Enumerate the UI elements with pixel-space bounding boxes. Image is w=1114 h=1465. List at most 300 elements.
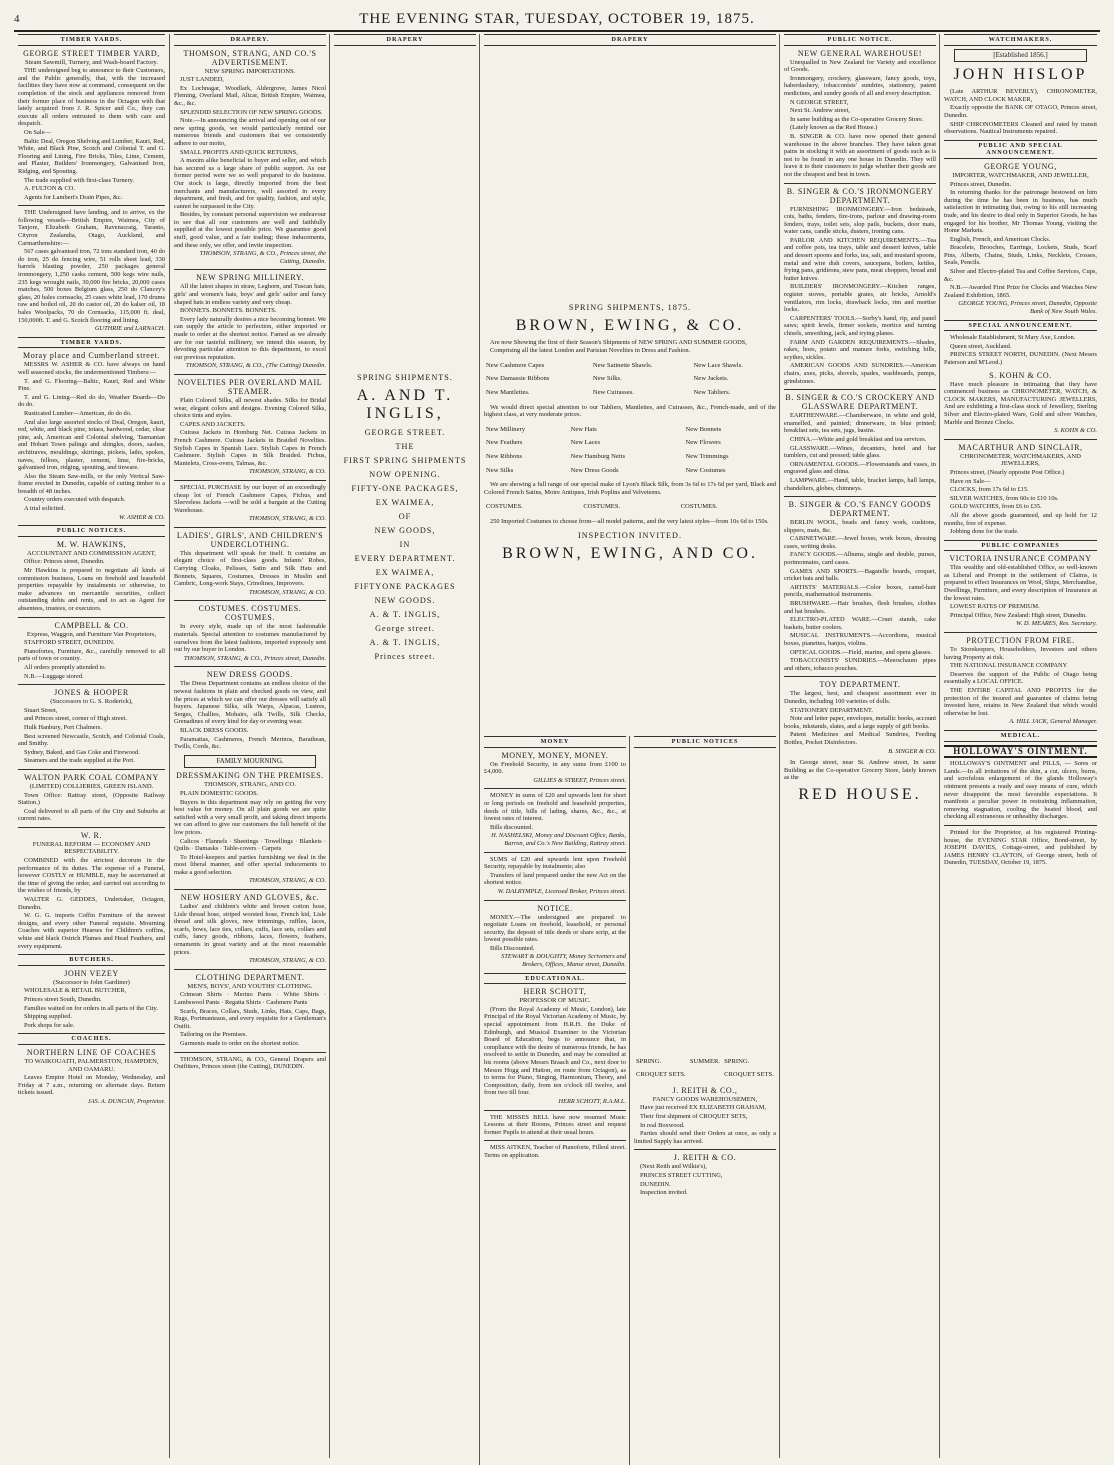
advertisement (174, 273, 326, 370)
ad-signature: THOMSON, STRANG, & CO., Princes street, Dunedin. (183, 654, 326, 662)
display-line: GEORGE STREET. (364, 427, 446, 437)
ad-paragraph: (From the Royal Academy of Music, London), late Principal of the Royal Victorian Academy of Music, by special appointment from H.R.H. the Duke of Edinburgh, and Musical Examiner to the Victorian Board of Education, begs to announce that, in compliance with the desire of numerous friends, he has resolved to settle in Dunedin, and may be consulted at his rooms (above Messrs Braach and Co., next door to Messrs Hogg and Hutton, en route from Octagon), as to terms for Piano, Singing, Harmonium, Theory, and Composition, daily, from ten o'clock till twelve, and from two till four. (484, 1005, 626, 1097)
advertisement (944, 162, 1097, 316)
ad-paragraph: N GEORGE STREET, (790, 98, 849, 106)
page-number: 4 (14, 13, 20, 25)
section-heading: TIMBER YARDS. (18, 337, 165, 349)
column-5 (479, 736, 630, 1465)
ad-paragraph: Hulk Hanbury, Port Chalmers. (24, 723, 102, 731)
display-line: NEW GOODS, (374, 525, 436, 535)
section-heading: PUBLIC COMPANIES (944, 540, 1097, 552)
boxed-notice: [Established 1856.] (954, 49, 1087, 63)
advertisement (944, 760, 1097, 821)
ad-table (484, 359, 776, 400)
table-cell: SPRING. (636, 1057, 662, 1065)
ad-paragraph: Princes street, Dunedin. (950, 180, 1012, 188)
ad-paragraph: Town Office: Rattray street, (Opposite Railway Station.) (18, 791, 165, 807)
ad-subtitle: PROFESSOR OF MUSIC. (519, 997, 591, 1005)
ad-paragraph: Agents for Lambert's Drain Pipes, &c. (24, 193, 123, 201)
ad-title: M. W. HAWKINS, (56, 539, 127, 549)
column-rule (784, 496, 936, 497)
ad-paragraph: Best screened Newcastle, Scotch, and Colonial Coals, and Smithy. (18, 732, 165, 748)
table-cell: New Cashmere Capes (486, 361, 545, 369)
ad-subtitle: (LIMITED) COLLIERIES, GREEN ISLAND. (29, 782, 154, 790)
column-rule (944, 825, 1097, 826)
medical-heading: HOLLOWAY'S OINTMENT. (944, 745, 1097, 759)
advertisement (484, 481, 776, 496)
advertisement (174, 531, 326, 597)
ad-table (484, 423, 776, 477)
advertisement (944, 636, 1097, 726)
ad-paragraph: English, French, and American Clocks. (950, 235, 1051, 243)
column-7 (779, 34, 940, 1458)
advertisement (634, 1055, 776, 1082)
ad-title: MACARTHUR AND SINCLAIR, (958, 442, 1083, 452)
ad-paragraph: 567 cases galvanised iron, 72 tons standard iron, 40 do do iron, 25 do fencing wire, 51 rolls sheet lead, 330 barrels blasting powder, 250 packages general ironmongery, 1,250 casks cement, 500 kegs wire nails, 235 kegs wrought nails, 30,000 fire bricks, 20,000 cases matches, 500 boxes Belgium glass, 250 do Clancey's glass, 20 bales cornsacks, 25 cases white lead, 170 drums raw and boiled oil, 20 do castor oil, 20 do kalser oil, 18 bales Woolpacks, 70 do Cornsacks, 115,000 ft. deal, 150,000ft. T. and G. Scotch flooring and lining. (18, 248, 165, 324)
ad-paragraph: We would direct special attention to our Tabliers, Mantlettes, and Cuirasses, &c., French-made, and of the highest class, at very moderate prices. (484, 403, 776, 419)
ad-paragraph: Baltic Deal, Oregon Shelving and Lumber, Kauri, Red, White, and Black Pine, Scotch and Colonial T. and G. Flooring and Lining, Fire Bricks, Tiles, Lime, Cement, and Plaster, Builders' Ironmongery, Galvanised Iron, Ridging, and Spouting. (18, 137, 165, 175)
ad-paragraph: HOLLOWAY'S OINTMENT and PILLS, — Sores or Lands.—In all irritations of the skin, a cut, ulcers, burns, and scrofulous enlargement of the glands Holloway's ointment presents a ready and easy means of cure, which never disappoint the most favorable expectations. It manifests a peculiar power in restraining inflammation, removing stagnation, cooling the heated blood, and checking all extraneous or unhealthy discharges. (944, 760, 1097, 821)
advertisement (484, 1144, 626, 1159)
column-rule (784, 183, 936, 184)
ad-paragraph: SMALL PROFITS AND QUICK RETURNS, (180, 148, 298, 156)
ad-title: NOVELTIES PER OVERLAND MAIL STEAMER. (177, 377, 323, 396)
ad-paragraph: Rusticated Lumber—American, do do do. (24, 409, 132, 417)
section-heading: PUBLIC AND SPECIAL ANNOUNCEMENT. (944, 140, 1097, 159)
ad-title: NOTICE. (537, 903, 573, 913)
table-cell: New Flowers (685, 439, 721, 447)
ad-title: NEW DRESS GOODS. (206, 670, 294, 680)
column-rule (18, 205, 165, 206)
table-cell: New Hats (570, 425, 597, 433)
advertisement (174, 670, 326, 750)
advertisement (484, 423, 776, 477)
advertisement (784, 49, 936, 179)
ad-subtitle: MEN'S, BOYS', AND YOUTHS' CLOTHING. (187, 982, 313, 990)
ad-paragraph: WHOLESALE & RETAIL BUTCHER, (24, 987, 127, 995)
ad-paragraph: DUNEDIN. (640, 1180, 671, 1188)
ad-title: W. R. (80, 830, 103, 840)
ad-paragraph: In same building as the Co-operative Grocery Store. (790, 115, 924, 123)
ad-paragraph: THE NATIONAL INSURANCE COMPANY (950, 662, 1068, 670)
ad-subtitle: Steam Sawmill, Turnery, and Wash-board Factory. (25, 58, 158, 66)
column-rule (18, 617, 165, 618)
advertisement (174, 378, 326, 476)
ad-paragraph: Wholesale Establishment, St Mary Axe, London. (950, 334, 1076, 342)
ad-paragraph: Mr Hawkins is prepared to negotiate all kinds of commission business, Loans on freehold and leasehold properties repayable by instalments or otherwise, to make advances on mercantile securities, collect outstanding debts and rents, and to act as Agent for absentees, trustees, or executors. (18, 567, 165, 612)
table-cell: CROQUET SETS. (724, 1071, 774, 1079)
ad-paragraph: A. FULTON & CO. (24, 185, 75, 193)
ad-title: LADIES', GIRLS', AND CHILDREN'S UNDERCLOTHING. (176, 530, 324, 549)
ad-paragraph: GLASSWARE.—Wines, decanters, hotel and bar tumblers, cut and pressed; table glass. (784, 444, 936, 460)
ad-signature: GILLIES & STREET, Princes street. (533, 776, 626, 784)
advertisement (174, 893, 326, 965)
advertisement (634, 1153, 776, 1196)
ad-paragraph: T. and G. Flooring—Baltic, Kauri, Red and White Pine. (18, 377, 165, 393)
ad-title: NEW HOSIERY AND GLOVES, &c. (180, 893, 320, 903)
spacer (634, 751, 776, 1051)
advertisement (18, 540, 165, 613)
advertisement (484, 904, 626, 969)
ad-paragraph: Have much pleasure in intimating that they have commenced business as CHRONOMETER, WATCH, & CLOCK MAKERS, MANUFACTURING JEWELLERS, And are exhibiting a first-class stock of Jewellery, Sterling Silver and Electro-plated Ware, Gold and silver Watches, Marble and Bronze Clocks. (944, 380, 1097, 426)
ad-signature: THOMSON, STRANG, & CO. (248, 877, 326, 885)
ad-paragraph: LOWEST RATES OF PREMIUM. (950, 603, 1040, 611)
column-rule (18, 769, 165, 770)
ad-subtitle: NEW SPRING IMPORTATIONS. (204, 67, 296, 75)
ad-paragraph: Coal delivered to all parts of the City and Suburbs at current rates. (18, 807, 165, 823)
table-cell: New Silks. (592, 375, 622, 383)
ad-signature: GUTHRIE and LARNACH. (94, 325, 165, 333)
advertisement (18, 621, 165, 681)
column-8 (939, 34, 1101, 1458)
table-row (634, 1068, 776, 1082)
ad-paragraph: Comprising all the latest London and Parisian Novelties in Dress and Fashion. (490, 347, 691, 355)
column-3 (329, 34, 480, 1458)
table-row (484, 423, 776, 437)
ad-paragraph: Families waited on for orders in all parts of the City. (24, 1004, 158, 1012)
ad-paragraph: LAMPWARE.—Hand, table, bracket lamps, hall lamps, chandeliers, globes, chimneys. (784, 476, 936, 492)
advertisement (784, 500, 936, 672)
ad-paragraph: ORNAMENTAL GOODS.—Flowerstands and vases, in engraved glass and china. (784, 460, 936, 476)
ad-paragraph: CLOCKS, from 17s 6d to £15. (950, 486, 1029, 494)
display-line: EX WAIMEA, (375, 497, 435, 507)
section-heading: BUTCHERS. (18, 954, 165, 966)
ad-paragraph: Ironmongery, crockery, glassware, fancy goods, toys, haberdashery, tobacconists' sundries, stationery, patent medicines, and sundry goods of all and every description. (784, 74, 936, 97)
ad-paragraph: Shipping supplied. (24, 1013, 72, 1021)
ad-title: THOMSON, STRANG, AND CO.'S ADVERTISEMENT. (183, 48, 317, 67)
display-line: A. & T. INGLIS, (369, 609, 441, 619)
column-rule (484, 1110, 626, 1111)
masthead (14, 8, 1100, 32)
ad-paragraph: Next St. Andrew street, (790, 107, 850, 115)
table-row (484, 436, 776, 450)
ad-signature: GEORGE YOUNG, Princes street, Dunedin, Opposite Bank of New South Wales. (958, 300, 1097, 316)
ad-paragraph: To Storekeepers, Householders, Investors and others having Property at risk. (944, 646, 1097, 661)
ad-title: DRESSMAKING ON THE PREMISES. (176, 771, 324, 781)
section-heading: COACHES. (18, 1033, 165, 1045)
column-rule (18, 684, 165, 685)
ad-paragraph: BONNETS. BONNETS. BONNETS. (180, 307, 277, 315)
ad-signature: THOMSON, STRANG, & CO. (248, 588, 326, 596)
ad-title: J. REITH & CO. (673, 1153, 737, 1163)
ad-paragraph: We are showing a full range of our special make of Lyon's Black Silk, from 3s 6d to 17s 6d per yard, Black and Colored French Satins, Moire Antiques, Irish Poplins and Velveteens. (484, 481, 776, 496)
table-row (634, 1055, 776, 1069)
advertisement (944, 829, 1097, 867)
ad-paragraph: This wealthy and old-established Office, so well-known as Liberal and Prompt in the settlement of Claims, is prepared to effect Insurances on Wool, Ships, Merchandise, Dwellings, Furniture, and every description of Insurance at the lowest rates. (944, 564, 1097, 602)
ad-paragraph: And also large assorted stocks of Deal, Oregon, kauri, red, white, and black pine, totara, hardwood, cedar, clear pine, ash, American and Colonial shelving, Tasmanian and Hobart Town palings and shingles, doors, sashes, architraves, mouldings, skirtings, pickets, laths, spokes, naves, felloes, plaster, cement, lime, fire-bricks, galvanised iron, ridging, spouting, and tinware. (18, 418, 165, 472)
ad-paragraph: To Hotel-keepers and parties furnishing we deal in the most liberal manner, and offer special inducements to make a good selection. (174, 853, 326, 876)
ad-title: J. REITH & CO., (672, 1085, 738, 1095)
ad-table (484, 500, 776, 514)
column-rule (174, 889, 326, 890)
column-rule (784, 676, 936, 677)
ad-paragraph: SHIP CHRONOMETERS Cleaned and rated by transit observations. Nautical Instruments repaired. (944, 120, 1097, 136)
ad-title: GEORGE YOUNG, (984, 161, 1057, 171)
ad-signature: THOMSON, STRANG, & CO., Princes street, the Cutting, Dunedin. (199, 250, 326, 265)
ad-paragraph: SPLENDID SELECTION OF NEW SPRING GOODS. (180, 108, 323, 116)
ad-paragraph: FURNISHING IRONMONGERY.—Iron bedsteads, cots, baths, fenders, fire-irons, parlour and drawing-room fenders, trays, toilet sets, slop pails, buckets, door mats, water cans, candle sticks, dusters, ironing cans. (784, 205, 936, 236)
advertisement (484, 404, 776, 419)
ad-subtitle: FUNERAL REFORM — ECONOMY AND RESPECTABILITY. (32, 840, 151, 856)
ad-paragraph: On Freehold Security, in any sums from £100 to £4,000. (484, 760, 626, 776)
column-rule (484, 852, 626, 853)
ad-paragraph: Exactly opposite the BANK OF OTAGO, Princes street, Dunedin. (944, 104, 1097, 119)
ad-paragraph: Cuirass Jackets in Homburg Net. Cuirass Jackets in French Cashmere. Cuirass Jackets in Braided Novelties. Stylish Capes in Spanish Lace. Stylish Capes in French Cashmere. Stylish Capes in Silk Braided. Fichus, Mantelets, Cross-overs, Talmas, &c. (174, 429, 326, 467)
ad-subtitle: (Successor to John Gardiner) (53, 978, 130, 986)
ad-paragraph: Have on Sale— (950, 477, 991, 485)
ad-paragraph: TOBACCONISTS' SUNDRIES.—Meerschaum pipes and others, tobacco pouches. (784, 657, 936, 672)
section-heading: DRAPERY. (174, 34, 326, 46)
boxed-notice: FAMILY MOURNING. (184, 755, 316, 769)
column-rule (174, 600, 326, 601)
ad-paragraph: AMERICAN GOODS AND SUNDRIES.—American chairs, axes, picks, shovels, spades, washboards, pumps, grindstones. (784, 362, 936, 385)
ad-paragraph: B. SINGER & CO. have now opened their general warehouse in the above branches. They have taken great pains in stocking it with an assortment of goods such as is not to be found in any one house in Dunedin. They will leave it to their customers to judge whether their goods are not the cheapest and best in town. (784, 132, 936, 178)
column-rule (18, 827, 165, 828)
column-1 (14, 34, 169, 1458)
ad-title: S. KOHN & CO. (989, 370, 1052, 380)
ad-paragraph: PRINCES STREET CUTTING, (640, 1171, 723, 1179)
ad-paragraph: Are now Showing the first of their Season's Shipments of NEW SPRING AND SUMMER GOODS, (490, 338, 747, 346)
ad-subtitle: FANCY GOODS WAREHOUSEMEN, (652, 1095, 758, 1103)
table-cell: New Feathers (486, 439, 523, 447)
ad-paragraph: Stuart Street, (24, 706, 58, 714)
ad-paragraph: Crimean Shirts · Merino Pants · White Shirts · Lambswool Pants · Regatta Shirts · Cashmere Pants (174, 991, 326, 1006)
ad-paragraph: COMBINED with the strictest decorum in the performance of its duties. The expense of a Funeral, however COSTLY or HUMBLE, may be ascertained at the time of giving the order, and carried out according to the wishes of friends, by (18, 857, 165, 895)
table-cell: New Laces (570, 439, 601, 447)
table-cell: New Silks (486, 466, 514, 474)
ad-signature: JAS. A. DUNCAN, Proprietor. (87, 1097, 165, 1105)
column-rule (174, 269, 326, 270)
ad-paragraph: CABINETWARE.—Jewel boxes, work boxes, dressing cases, writing desks. (784, 535, 936, 550)
ad-paragraph: Tailoring on the Premises. (180, 1031, 247, 1039)
advertisement (484, 500, 776, 514)
spacer (334, 49, 476, 369)
advertisement (174, 484, 326, 523)
ad-paragraph: Ladies' and children's white and brown cotton hose, Lisle thread hose, striped worsted hose, French kid, Lisle thread and silk gloves, new trimmings, ruffles, laces, scarfs, bows, lace ties, collars, cuffs, lace sets, collars and cuffs, fancy goods, ribbons, laces, flowers, feathers, ornaments in great variety and at the most reasonable prices. (174, 903, 326, 956)
display-line: FIRST SPRING SHIPMENTS (343, 455, 467, 465)
advertisement (484, 856, 626, 896)
ad-paragraph: Have just received EX ELIZABETH GRAHAM, (640, 1104, 767, 1112)
ad-paragraph: Inspection invited. (640, 1189, 688, 1197)
ad-paragraph: JUST LANDED, (180, 76, 224, 84)
ad-paragraph: Note and letter paper, envelopes, metallic books, account books, inkstands, slates, and a large supply of gift books. (784, 715, 936, 730)
table-cell: COSTUMES. (486, 503, 523, 511)
column-rule (634, 1149, 776, 1150)
advertisement (484, 359, 776, 400)
table-cell: New Bonnets (685, 425, 722, 433)
ad-paragraph: BUILDERS' IRONMONGERY.—Kitchen ranges, register stoves, portable grates, air bricks, Arnold's ventilators, rim locks, drawback locks, rim and mortise locks. (784, 283, 936, 314)
ad-signature: THOMSON, STRANG, & CO. (248, 468, 326, 476)
ad-title: HERR SCHOTT, (523, 987, 587, 997)
display-line: SPRING SHIPMENTS. (357, 372, 453, 382)
column-rule (174, 1052, 326, 1053)
table-row (484, 450, 776, 464)
table-cell: CROQUET SETS. (636, 1071, 686, 1079)
advertisement (18, 773, 165, 823)
ad-paragraph: STATIONERY DEPARTMENT. (790, 706, 874, 714)
section-heading: PUBLIC NOTICES. (18, 525, 165, 537)
ad-paragraph: OPTICAL GOODS.—Field, marine, and opera glasses. (790, 648, 932, 656)
ad-paragraph: Garments made to order on the shortest notice. (180, 1039, 300, 1047)
display-line: NOW OPENING. (369, 469, 441, 479)
ad-paragraph: GOLD WATCHES, from £6 to £35. (950, 503, 1042, 511)
table-cell: New Lace Shawls. (693, 361, 743, 369)
ad-paragraph: Ex Lochnagar, Woodlark, Aldergrove, James Nicol Fleming, Overland Mail, Altcar, British Empire, Waimea, &c., &c. (174, 84, 326, 107)
ad-paragraph: Scarfs, Braces, Collars, Studs, Links, Hats, Caps, Bags, Rugs, Portmanteaus, and every requisite for a Gentleman's Outfit. (174, 1007, 326, 1030)
ad-paragraph: Every lady naturally desires a nice becoming bonnet. We can supply the article to perfection, either imported or made to order at the shortest notice. Famed as we already are for our tasteful millinery, we intend this season, by devoting particular attention to this department, to excel our previous reputation. (174, 315, 326, 361)
ad-signature: W. ASHER & CO. (119, 513, 165, 521)
table-cell: SUMMER. (689, 1057, 721, 1065)
display-name: RED HOUSE. (798, 785, 922, 803)
ad-paragraph: MONEY.—The undersigned are prepared to negotiate Loans on freehold, leasehold, or personal security, the deposit of title deeds or share scrip, at the lowest possible rates. (484, 913, 626, 944)
display-line: A. & T. INGLIS, (369, 637, 441, 647)
ad-paragraph: THE Undersigned have landing, and to arrive, ex the following vessels—British Empire, Waimea, City of Tanjore, Elizabeth Graham, Ravenscraig, Taranto, Cityron Zealandia, Otago, Auckland, and Carmarthenshire:— (18, 209, 165, 247)
ad-paragraph: Leaves Empire Hotel on Monday, Wednesday, and Friday at 7 a.m., returning on alternate days. Return tickets issued. (18, 1074, 165, 1097)
column-rule (484, 788, 626, 789)
section-heading: MEDICAL. (944, 730, 1097, 742)
table-row (484, 464, 776, 478)
column-rule (944, 632, 1097, 633)
ad-paragraph: Steamers and the trade supplied at the Port. (24, 757, 135, 765)
ad-paragraph: Paramattas, Cashmeres, French Merinos, Barathean, Twills, Cords, &c. (174, 735, 326, 751)
ad-paragraph: Country orders executed with despatch. (24, 496, 126, 504)
display-name: JOHN HISLOP (953, 66, 1088, 84)
ad-paragraph: (Late ARTHUR BEVERLY), CHRONOMETER, WATCH, AND CLOCK MAKER, (944, 88, 1097, 103)
advertisement (174, 973, 326, 1048)
ad-paragraph: On Sale— (24, 128, 51, 136)
advertisement (634, 1086, 776, 1146)
ad-paragraph: PRINCES STREET NORTH, DUNEDIN. (Next Messrs Paterson and M'Leod.) (944, 351, 1097, 366)
ad-title: WALTON PARK COAL COMPANY (24, 772, 159, 782)
ad-signature: THOMSON, STRANG, & CO., (The Cutting) Dunedin. (185, 362, 326, 370)
column-rule (174, 969, 326, 970)
ad-paragraph: All orders promptly attended to. (24, 663, 107, 671)
ad-title: MONEY, MONEY, MONEY. (501, 750, 609, 760)
ad-paragraph: THE MISSES BELL have now resumed Music Lessons at their Rooms, Princes street and request former Pupils to attend at their usual hours. (484, 1113, 626, 1136)
section-heading: EDUCATIONAL. (484, 973, 626, 985)
ad-subtitle: TO WAIKOUAITI, PALMERSTON, HAMPDEN, AND OAMARU. (24, 1057, 159, 1073)
table-row (484, 386, 776, 400)
ad-subtitle: CHRONOMETER, WATCHMAKERS, AND JEWELLERS, (960, 452, 1081, 468)
advertisement (484, 518, 776, 526)
table-cell: New Costumes (685, 466, 726, 474)
advertisement (174, 1056, 326, 1071)
ad-paragraph: BRUSHWARE.—Hair brushes, flesh brushes, clothes and hat brushes. (784, 600, 936, 615)
column-rule (484, 1140, 626, 1141)
table-cell: COSTUMES. (680, 503, 718, 511)
ad-paragraph: ARTISTS' MATERIALS.—Color boxes, camel-hair pencils, mathematical instruments. (784, 583, 936, 599)
ad-subtitle: Express, Waggon, and Furniture Van Proprietors, (26, 630, 157, 638)
ad-paragraph: CARPENTERS' TOOLS.—Sorby's hand, rip, and panel saws; spirit levels, firmer sockets, mortice and turning chisels, smoothing, jack, and trying planes. (784, 314, 936, 337)
spacer (484, 49, 776, 299)
table-cell: New Damassie Ribbons (486, 375, 550, 383)
advertisement (484, 987, 626, 1105)
ad-paragraph: In George street, near St. Andrew street, In same Building as the Co-operative Grocery Store, lately known as the (784, 759, 936, 782)
ad-paragraph: Princes street South, Dunedin. (24, 995, 102, 1003)
advertisement (174, 604, 326, 662)
ad-title: NEW SPRING MILLINERY. (196, 273, 304, 283)
ad-paragraph: STAFFORD STREET, DUNEDIN. (24, 639, 115, 647)
column-rule (784, 389, 936, 390)
ad-paragraph: (Next Reith and Wilkie's), (640, 1163, 707, 1171)
ad-title: B. SINGER & CO.'S IRONMONGERY DEPARTMENT. (786, 186, 934, 205)
advertisement (18, 209, 165, 333)
ad-title: COSTUMES. COSTUMES. COSTUMES. (198, 604, 302, 623)
ad-paragraph: CAPES AND JACKETS. (180, 420, 246, 428)
advertisement (784, 187, 936, 386)
section-heading: PUBLIC NOTICE. (784, 34, 936, 46)
ad-paragraph: T. and G. Lining—Red do do, Weather Boards—Do do do. (18, 393, 165, 409)
ad-paragraph: This department will speak for itself. It contains an elegant choice of first-class goods. Infants' Robes, Carrying Cloaks, Pelisses, Satin and Silk Hats and Bonnets, Squares, Costumes, Dresses in Muslin and Cambric, Long-work Stays, Crinolines, Improvers. (174, 549, 326, 588)
ad-title: JONES & HOOPER (54, 688, 129, 698)
column-2 (169, 34, 330, 1458)
ad-title: JOHN VEZEY (64, 968, 119, 978)
display-line: INSPECTION INVITED. (577, 530, 683, 540)
display-line: NEW GOODS. (374, 595, 436, 605)
column-6 (629, 736, 780, 1465)
ad-paragraph: Office: Princes street, Dunedin. (24, 558, 105, 566)
ad-signature: S. KOHN & CO. (1054, 427, 1097, 435)
section-heading: SPECIAL ANNOUNCEMENT. (944, 320, 1097, 332)
display-line: OF (398, 511, 412, 521)
display-line: SPRING SHIPMENTS, 1875. (568, 302, 692, 312)
ad-signature: THOMSON, STRANG, & CO. (248, 957, 326, 965)
ad-paragraph: Also the Steam Saw-mills, or the only Vertical Saw-frame erected in Dunedin, capable of cutting timber to a breadth of 48 inches. (18, 472, 165, 495)
ad-paragraph: Printed for the Proprietor, at his registered Printing-house, the EVENING STAR Office, Bond-street, by JOSEPH DAVIES, Cottage-street, and published by JAMES HENRY CLAYTON, of George street, both of Dunedin, TUESDAY, October 19, 1875. (944, 828, 1097, 867)
ad-paragraph: CHINA.—White and gold breakfast and tea services. (790, 435, 927, 443)
ad-paragraph: Bills Discounted. (490, 944, 535, 952)
advertisement (18, 1048, 165, 1106)
ad-paragraph: MONEY in sums of £20 and upwards lent for short or long periods on freehold and leasehold properties, deeds of title, bills of lading, shares, &c., &c., at lowest rates of interest. (484, 792, 626, 823)
ad-title: NEW GENERAL WAREHOUSE! (797, 48, 923, 58)
table-cell: COSTUMES. (583, 503, 621, 511)
table-cell: New Millinery (486, 425, 526, 433)
ad-title: CLOTHING DEPARTMENT. (195, 972, 305, 982)
table-cell: New Hamburg Netts (570, 452, 626, 460)
display-name: BROWN, EWING, & CO. (515, 316, 745, 334)
display-line: FIFTY-ONE PACKAGES, (351, 483, 459, 493)
ad-paragraph: Deserves the support of the Public of Otago being essentially a LOCAL OFFICE. (944, 670, 1097, 686)
advertisement (18, 351, 165, 521)
ad-paragraph: EARTHENWARE.—Chamberware, in white and gold, enamelled, and painted; dinnerware, in blue printed; breakfast sets, tea sets, jugs, basins. (784, 412, 936, 435)
ad-paragraph: W. G. G. imports Coffin Furniture of the newest designs, and every other Funeral requisite. Mourning Coaches with superior Hearses for Children's coffins, white and black Ostrich Plumes and Head Feathers, and every equipment. (18, 912, 165, 950)
ad-paragraph: SUMS of £20 and upwards lent upon Freehold Security, repayable by instalments; also (484, 855, 626, 871)
ad-paragraph: Note.—In announcing the arrival and opening out of our new spring goods, we would particularly remind our numerous friends and customers that we consistently adhere to our motto, (174, 117, 326, 147)
table-cell: New Jackets. (693, 375, 729, 383)
ad-paragraph: Their first shipment of CROQUET SETS, (640, 1112, 748, 1120)
section-heading: MONEY (484, 736, 626, 748)
advertisement (944, 371, 1097, 435)
ad-paragraph: N.B.—Awarded First Prize for Clocks and Watches New Zealand Exhibition, 1865. (944, 284, 1097, 299)
table-row (484, 372, 776, 386)
advertisement (174, 49, 326, 266)
ad-paragraph: (Lately known as the Red House.) (790, 124, 878, 132)
ad-paragraph: Sydney, Baked, and Gas Coke and Firewood. (24, 748, 140, 756)
table-cell: New Tabliers. (693, 388, 731, 396)
ad-paragraph: Jobbing done for the trade. (950, 528, 1019, 536)
ad-paragraph: WALTER G. GEDDES, Undertaker, Octagon, Dunedin. (18, 896, 165, 911)
ad-signature: B. SINGER & CO. (888, 747, 936, 755)
ad-paragraph: The largest, best, and cheapest assortment ever in Dunedin, including 100 varieties of dolls. (784, 690, 936, 705)
ad-paragraph: and Princes street, corner of High street. (24, 715, 127, 723)
ad-signature: W. D. MEARES, Res. Secretary. (1016, 620, 1097, 628)
advertisement (784, 759, 936, 782)
ad-title: Moray place and Cumberland street. (22, 351, 161, 361)
ad-signature: H. NASHELSKI, Money and Discount Office, Banks, Barron, and Co.'s New Building, Rattray street. (491, 832, 626, 847)
ad-paragraph: A maxim alike beneficial to buyer and seller, and which has secured us a large share of public support. As our former period were we so well prepared to do business. Our stock is large, directly imported from the best merchants and manufacturers, well assorted in every department, and fresh, and for quality, fashion, and style, cannot be surpassed in the City. (174, 157, 326, 210)
advertisement (174, 771, 326, 885)
advertisement (18, 831, 165, 950)
